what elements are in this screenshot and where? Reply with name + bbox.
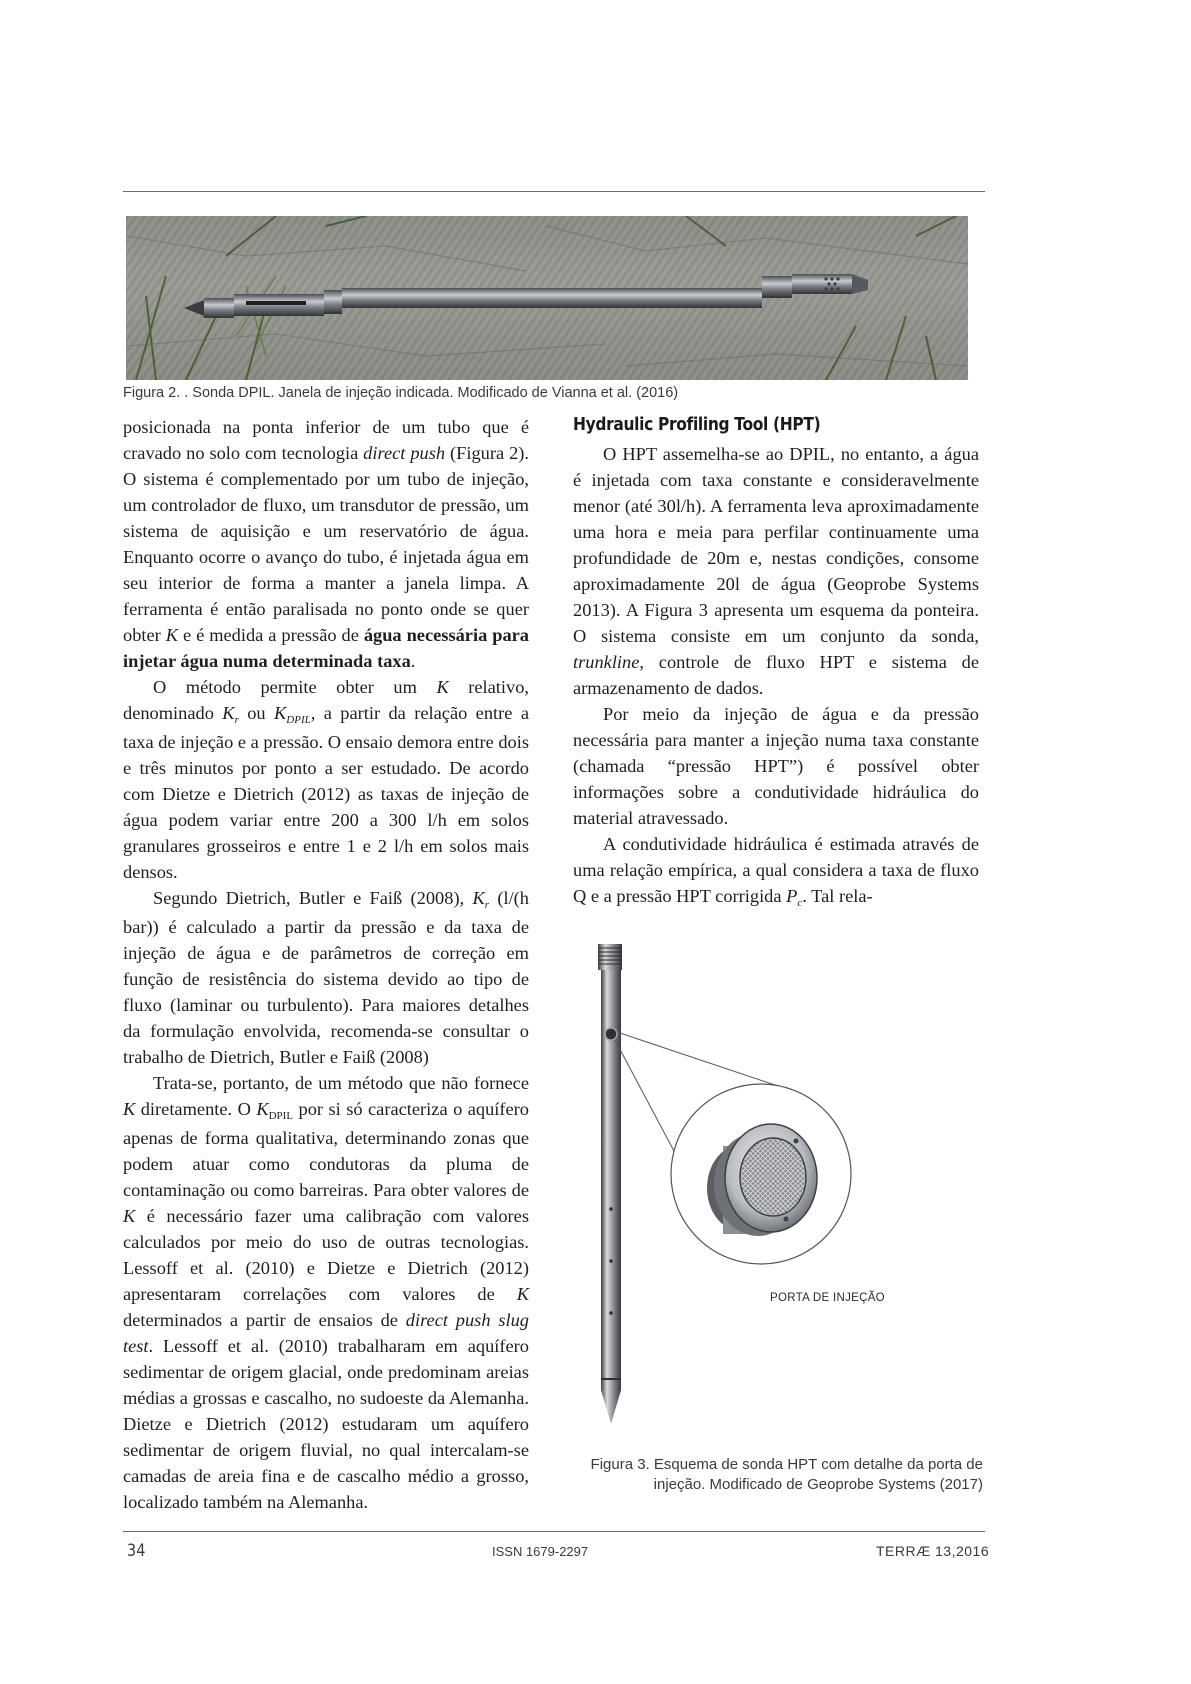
dpil-probe-photo [126,216,968,380]
issn: ISSN 1679-2297 [492,1544,589,1559]
figure-3-caption-line-1: Figura 3. Esquema de sonda HPT com detalhe da porta de [590,1456,983,1473]
left-paragraph-1: posicionada na ponta inferior de um tubo que é cravado no solo com tecnologia direct push (Figura 2). O sistema é complementado por um tubo de injeção, um controlador de fluxo, um transdutor de pressão, um sistema de aquisição e um reservatório de água. Enquanto ocorre o avanço do tubo, é injetada água em seu interior de forma a manter a janela limpa. A ferramenta é então paralisada no ponto onde se quer obter K e é medida a pressão de água necessária para injetar água numa determinada taxa. [123,417,529,671]
journal-issue: TERRÆ 13,2016 [876,1543,990,1559]
injection-port-marker [605,1028,617,1040]
hpt-probe-diagram [573,936,979,1456]
right-paragraph-1: O HPT assemelha-se ao DPIL, no entanto, a água é injetada com taxa constante e consideravelmente menor (até 30l/h). A ferramenta leva aproximadamente uma hora e meia para perfilar continuamente uma profundidade de 20m e, nestas condições, consome aproximadamente 20l de água (Geoprobe Systems 2013). A Figura 3 apresenta um esquema da ponteira. O sistema consiste em um conjunto da sonda, trunkline, controle de fluxo HPT e sistema de armazenamento de dados. [573,444,979,698]
page-number: 34 [127,1541,146,1561]
leader-line-bottom [615,1040,683,1168]
right-paragraph-3: A condutividade hidráulica é estimada através de uma relação empírica, a qual considera a taxa de fluxo Q e a pressão HPT corrigida $P_c$. Tal rela- [573,834,979,909]
left-column [123,414,529,1515]
footer-rule [123,1531,985,1532]
header-rule [123,191,985,192]
section-title: Hydraulic Profiling Tool (HPT) [573,414,821,435]
left-paragraph-2: O método permite obter um K relativo, denominado $K_r$ ou $K_{DPIL}$, a partir da relação entre a taxa de injeção e a pressão. O ensaio demora entre dois e três minutos por ponto a ser estudado. De acordo com Dietze e Dietrich (2012) as taxas de injeção de água podem variar entre 200 a 300 l/h em solos granulares grosseiros e entre 1 e 2 l/h em solos mais densos. [123,677,529,882]
leader-line-top [617,1032,778,1086]
right-paragraph-2: Por meio da injeção de água e da pressão necessária para manter a injeção numa taxa constante (chamada “pressão HPT”) é possível obter informações sobre a condutividade hidráulica do material atravessado. [573,704,979,828]
right-column [573,441,979,912]
injection-port-label: PORTA DE INJEÇÃO [770,1292,885,1304]
figure-3-caption-line-2: injeção. Modificado de Geoprobe Systems (2017) [653,1476,983,1493]
figure-2-caption: Figura 2. . Sonda DPIL. Janela de injeção indicada. Modificado de Vianna et al. (2016) [123,385,679,401]
figure-3-caption [573,1455,983,1495]
thread-top [598,944,622,970]
left-paragraph-3: Segundo Dietrich, Butler e Faiß (2008), $K_r$ (l/(h bar)) é calculado a partir da pressão e da taxa de injeção de água e de parâmetros de correção em função de resistência do sistema devido ao tipo de fluxo (laminar ou turbulento). Para maiores detalhes da formulação envolvida, recomenda-se consultar o trabalho de Dietrich, Butler e Faiß (2008) [123,888,529,1067]
probe-tip [601,1390,621,1424]
left-paragraph-4: Trata-se, portanto, de um método que não fornece K diretamente. O $K_{DPIL}$ por si só caracteriza o aquífero apenas de forma qualitativa, determinando zonas que podem atuar como condutoras da pluma de contaminação ou como barreiras. Para obter valores de K é necessário fazer uma calibração com valores calculados por meio do uso de outras tecnologias. Lessoff et al. (2010) e Dietze e Dietrich (2012) apresentaram correlações com valores de K determinados a partir de ensaios de direct push slug test. Lessoff et al. (2010) trabalharam em aquífero sedimentar de origem glacial, onde predominam areias médias a grossas e cascalho, no sudoeste da Alemanha. Dietze e Dietrich (2012) estudaram um aquífero sedimentar de origem fluvial, no qual intercalam-se camadas de areia fina e de cascalho médio a grosso, localizado também na Alemanha. [123,1073,529,1512]
